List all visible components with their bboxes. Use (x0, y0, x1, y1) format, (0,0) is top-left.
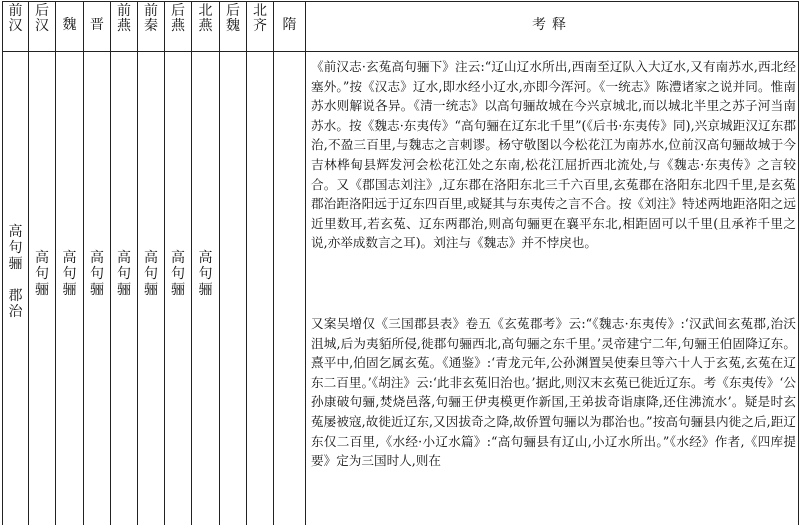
header-houhan: 后 汉 (35, 3, 49, 34)
header-bottom-rule (2, 51, 798, 52)
cell-qianqin: 高 句 骊 (144, 250, 158, 298)
header-qianyan: 前 燕 (117, 3, 131, 34)
cell-qianhan-text: 高 句 骊 郡 治 (8, 224, 23, 320)
header-jin: 晋 (90, 17, 104, 33)
column-rule (798, 1, 799, 525)
note-paragraph-2: 又案吴增仅《三国郡县表》卷五《玄菟郡考》云:“《魏志·东夷传》:‘汉武间玄菟郡,治沃沮城,后为夷貊所侵,徙郡句骊西北,高句骊之东千里。’灵帝建宁二年,句骊王伯固降辽东。熹平中,伯固乞属玄菟。《通鉴》:‘青龙元年,公孙渊置吴使秦旦等六十人于玄菟,玄菟在辽东二百里。’《胡注》云:‘此非玄菟旧治也。’据此,则汉末玄菟已徙近辽东。考《东夷传》‘公孙康破句骊,焚烧邑落,句骊王伊夷模更作新国,王弟拔奇诣康降,还住沸流水’。疑是时玄菟屡被寇,故徙近辽东,又因拔奇之降,故侨置句骊以为郡治也。”按高句骊县内徙之后,距辽东仅二百里,《水经·小辽水篇》:“高句骊县有辽山,小辽水所出。”《水经》作者,《四库提要》定为三国时人,则在 (311, 316, 796, 469)
cell-houhan: 高 句 骊 (35, 250, 49, 298)
cell-jin: 高 句 骊 (90, 250, 104, 298)
column-rule (219, 1, 220, 525)
column-rule (246, 1, 247, 525)
column-rule (305, 1, 306, 525)
cell-qianhan (3, 224, 28, 320)
header-houwei: 后 魏 (226, 3, 240, 34)
cell-qianyan: 高 句 骊 (117, 250, 131, 298)
header-qianhan: 前 汉 (8, 3, 23, 34)
note-paragraph-1: 《前汉志·玄菟高句骊下》注云:“辽山辽水所出,西南至辽队入大辽水,又有南苏水,西北经塞外。”按《汉志》辽水,即水经小辽水,亦即今浑河。《一统志》陈澧诸家之说并同。惟南苏水则解说各异。《清一统志》以高句骊故城在今兴京城北,而以城北半里之苏子河当南苏水。按《魏志·东夷传》“高句骊在辽东北千里”(《后书·东夷传》同),兴京城距汉辽东郡治,不盈三百里,与魏志之言刺谬。杨守敬图以今松花江为南苏水,位前汉高句骊故城于今吉林桦甸县辉发河会松花江处之东南,松花江屈折西北流处,与《魏志·东夷传》之言较合。又《郡国志刘注》,辽东郡在洛阳东北三千六百里,玄菟郡在洛阳东北四千里,是玄菟郡治距洛阳远于辽东四百里,或疑其与东夷传之言不合。按《刘注》特述两地距洛阳之远近里数耳,若玄菟、辽东两郡治,则高句骊更在襄平东北,相距固可以千里(且承祚千里之说,亦举成数言之耳)。刘注与《魏志》并不悖戾也。 (311, 59, 796, 251)
header-sui: 隋 (282, 17, 297, 33)
header-wei: 魏 (62, 17, 77, 33)
header-beiyan: 北 燕 (198, 3, 213, 34)
cell-houyan: 高 句 骊 (171, 250, 185, 298)
column-rule (273, 1, 274, 525)
cell-beiyan: 高 句 骊 (198, 250, 213, 298)
header-beiqi: 北 齐 (253, 3, 267, 34)
header-qianqin: 前 秦 (144, 3, 158, 34)
header-houyan: 后 燕 (171, 3, 185, 34)
cell-wei: 高 句 骊 (62, 250, 77, 298)
table-top-rule (2, 1, 798, 2)
header-kaoshi: 考释 (532, 17, 572, 33)
